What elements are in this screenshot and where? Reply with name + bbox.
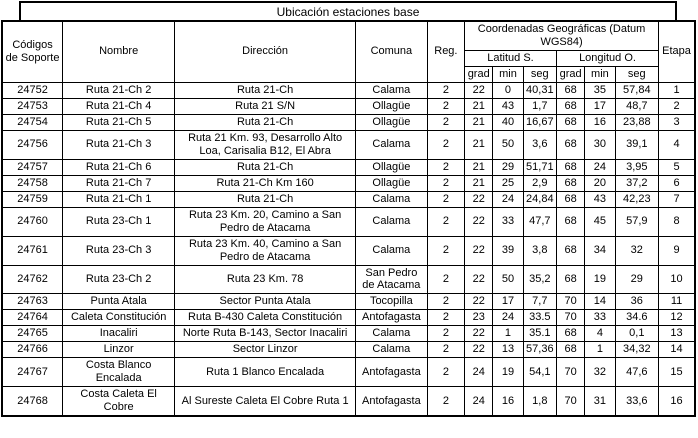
cell-lat-min: 17 <box>493 294 523 310</box>
cell-lat-min: 33 <box>493 207 523 236</box>
cell-nombre: Caleta Constitución <box>63 310 175 326</box>
cell-long-seg: 0,1 <box>615 326 659 342</box>
cell-comuna: Ollagüe <box>356 159 428 175</box>
cell-long-grad: 68 <box>556 159 584 175</box>
cell-nombre: Ruta 23-Ch 3 <box>63 236 175 265</box>
table-title: Ubicación estaciones base <box>19 1 677 20</box>
cell-lat-seg: 35,2 <box>523 265 556 294</box>
cell-etapa: 5 <box>659 159 695 175</box>
cell-long-min: 33 <box>585 310 615 326</box>
cell-codigo-soporte: 24768 <box>2 387 63 416</box>
cell-long-seg: 3,95 <box>615 159 659 175</box>
cell-codigo-soporte: 24759 <box>2 191 63 207</box>
cell-direccion: Ruta 21-Ch <box>175 191 356 207</box>
cell-long-grad: 68 <box>556 342 584 358</box>
cell-nombre: Linzor <box>63 342 175 358</box>
cell-long-seg: 34,32 <box>615 342 659 358</box>
cell-codigo-soporte: 24761 <box>2 236 63 265</box>
cell-nombre: Ruta 21-Ch 6 <box>63 159 175 175</box>
cell-lat-min: 1 <box>493 326 523 342</box>
station-row <box>2 310 695 326</box>
cell-region: 2 <box>427 294 464 310</box>
header-coordenadas-group: Coordenadas Geográficas (Datum WGS84) <box>465 21 659 50</box>
cell-nombre: Ruta 23-Ch 2 <box>63 265 175 294</box>
header-long-min: min <box>585 66 615 82</box>
cell-comuna: Calama <box>356 82 428 98</box>
cell-codigo-soporte: 24760 <box>2 207 63 236</box>
cell-comuna: Antofagasta <box>356 358 428 387</box>
cell-long-grad: 68 <box>556 114 584 130</box>
cell-codigo-soporte: 24767 <box>2 358 63 387</box>
cell-region: 2 <box>427 387 464 416</box>
cell-comuna: Tocopilla <box>356 294 428 310</box>
cell-long-grad: 68 <box>556 82 584 98</box>
cell-comuna: Calama <box>356 207 428 236</box>
cell-etapa: 12 <box>659 310 695 326</box>
cell-long-min: 20 <box>585 175 615 191</box>
header-long-seg: seg <box>615 66 659 82</box>
cell-region: 2 <box>427 98 464 114</box>
cell-long-seg: 29 <box>615 265 659 294</box>
header-comuna: Comuna <box>356 21 428 82</box>
cell-etapa: 8 <box>659 207 695 236</box>
cell-lat-seg: 1,7 <box>523 98 556 114</box>
cell-etapa: 13 <box>659 326 695 342</box>
cell-nombre: Costa Blanco Encalada <box>63 358 175 387</box>
station-row <box>2 191 695 207</box>
station-row <box>2 82 695 98</box>
cell-etapa: 14 <box>659 342 695 358</box>
cell-long-min: 1 <box>585 342 615 358</box>
header-lat-min: min <box>493 66 523 82</box>
cell-direccion: Ruta 21-Ch <box>175 159 356 175</box>
cell-region: 2 <box>427 82 464 98</box>
cell-codigo-soporte: 24764 <box>2 310 63 326</box>
cell-lat-min: 24 <box>493 310 523 326</box>
cell-long-seg: 42,23 <box>615 191 659 207</box>
header-long-grad: grad <box>556 66 584 82</box>
cell-codigo-soporte: 24757 <box>2 159 63 175</box>
station-row <box>2 265 695 294</box>
cell-region: 2 <box>427 207 464 236</box>
station-row <box>2 175 695 191</box>
table-body <box>2 82 695 416</box>
cell-comuna: Ollagüe <box>356 98 428 114</box>
cell-nombre: Costa Caleta El Cobre <box>63 387 175 416</box>
cell-region: 2 <box>427 310 464 326</box>
cell-region: 2 <box>427 114 464 130</box>
cell-nombre: Ruta 21-Ch 5 <box>63 114 175 130</box>
cell-long-seg: 34.6 <box>615 310 659 326</box>
station-row <box>2 358 695 387</box>
cell-lat-seg: 16,67 <box>523 114 556 130</box>
cell-comuna: Calama <box>356 236 428 265</box>
cell-codigo-soporte: 24766 <box>2 342 63 358</box>
cell-long-grad: 68 <box>556 130 584 159</box>
cell-lat-seg: 7,7 <box>523 294 556 310</box>
cell-etapa: 2 <box>659 98 695 114</box>
cell-direccion: Ruta 21-Ch <box>175 114 356 130</box>
cell-comuna: Calama <box>356 191 428 207</box>
cell-lat-seg: 3,8 <box>523 236 556 265</box>
cell-lat-seg: 1,8 <box>523 387 556 416</box>
header-etapa: Etapa <box>659 21 695 82</box>
cell-region: 2 <box>427 265 464 294</box>
cell-lat-grad: 24 <box>465 387 493 416</box>
cell-nombre: Ruta 21-Ch 7 <box>63 175 175 191</box>
cell-codigo-soporte: 24758 <box>2 175 63 191</box>
cell-long-min: 4 <box>585 326 615 342</box>
cell-direccion: Ruta 23 Km. 78 <box>175 265 356 294</box>
cell-etapa: 3 <box>659 114 695 130</box>
cell-lat-grad: 22 <box>465 265 493 294</box>
cell-lat-grad: 22 <box>465 191 493 207</box>
cell-lat-min: 25 <box>493 175 523 191</box>
cell-long-min: 43 <box>585 191 615 207</box>
station-row <box>2 159 695 175</box>
cell-lat-seg: 40,31 <box>523 82 556 98</box>
cell-lat-grad: 22 <box>465 326 493 342</box>
cell-comuna: Ollagüe <box>356 114 428 130</box>
cell-codigo-soporte: 24763 <box>2 294 63 310</box>
cell-comuna: Ollagüe <box>356 175 428 191</box>
header-lat-seg: seg <box>523 66 556 82</box>
cell-long-grad: 70 <box>556 358 584 387</box>
cell-comuna: Antofagasta <box>356 310 428 326</box>
station-row <box>2 114 695 130</box>
cell-long-seg: 36 <box>615 294 659 310</box>
cell-long-seg: 37,2 <box>615 175 659 191</box>
cell-direccion: Sector Punta Atala <box>175 294 356 310</box>
cell-direccion: Ruta 21-Ch <box>175 82 356 98</box>
cell-lat-min: 16 <box>493 387 523 416</box>
cell-comuna: Antofagasta <box>356 387 428 416</box>
header-region: Reg. <box>427 21 464 82</box>
cell-long-seg: 39,1 <box>615 130 659 159</box>
cell-direccion: Ruta 23 Km. 20, Camino a San Pedro de Atacama <box>175 207 356 236</box>
cell-long-grad: 68 <box>556 191 584 207</box>
cell-lat-grad: 22 <box>465 207 493 236</box>
cell-lat-min: 13 <box>493 342 523 358</box>
cell-nombre: Ruta 23-Ch 1 <box>63 207 175 236</box>
station-row <box>2 294 695 310</box>
cell-region: 2 <box>427 326 464 342</box>
cell-codigo-soporte: 24753 <box>2 98 63 114</box>
cell-long-seg: 32 <box>615 236 659 265</box>
cell-region: 2 <box>427 342 464 358</box>
cell-lat-grad: 22 <box>465 294 493 310</box>
cell-direccion: Ruta 1 Blanco Encalada <box>175 358 356 387</box>
cell-long-seg: 23,88 <box>615 114 659 130</box>
cell-long-seg: 33,6 <box>615 387 659 416</box>
cell-long-min: 45 <box>585 207 615 236</box>
station-row <box>2 326 695 342</box>
cell-etapa: 15 <box>659 358 695 387</box>
cell-long-seg: 48,7 <box>615 98 659 114</box>
cell-codigo-soporte: 24765 <box>2 326 63 342</box>
cell-lat-min: 19 <box>493 358 523 387</box>
station-row <box>2 387 695 416</box>
station-row <box>2 342 695 358</box>
cell-lat-min: 40 <box>493 114 523 130</box>
cell-nombre: Punta Atala <box>63 294 175 310</box>
cell-codigo-soporte: 24756 <box>2 130 63 159</box>
cell-long-grad: 70 <box>556 387 584 416</box>
cell-lat-grad: 22 <box>465 342 493 358</box>
cell-comuna: Calama <box>356 130 428 159</box>
cell-lat-seg: 3,6 <box>523 130 556 159</box>
cell-lat-grad: 21 <box>465 114 493 130</box>
cell-codigo-soporte: 24762 <box>2 265 63 294</box>
cell-lat-min: 0 <box>493 82 523 98</box>
cell-codigo-soporte: 24754 <box>2 114 63 130</box>
cell-lat-seg: 35.1 <box>523 326 556 342</box>
cell-comuna: Calama <box>356 342 428 358</box>
cell-long-min: 24 <box>585 159 615 175</box>
cell-lat-seg: 54,1 <box>523 358 556 387</box>
cell-region: 2 <box>427 130 464 159</box>
cell-long-seg: 57,84 <box>615 82 659 98</box>
cell-nombre: Ruta 21-Ch 4 <box>63 98 175 114</box>
cell-region: 2 <box>427 191 464 207</box>
cell-nombre: Inacaliri <box>63 326 175 342</box>
cell-etapa: 6 <box>659 175 695 191</box>
cell-lat-grad: 21 <box>465 175 493 191</box>
cell-long-seg: 57,9 <box>615 207 659 236</box>
station-row <box>2 130 695 159</box>
cell-lat-seg: 24,84 <box>523 191 556 207</box>
station-row <box>2 207 695 236</box>
header-lat-grad: grad <box>465 66 493 82</box>
cell-nombre: Ruta 21-Ch 1 <box>63 191 175 207</box>
cell-lat-grad: 21 <box>465 98 493 114</box>
cell-long-min: 19 <box>585 265 615 294</box>
cell-region: 2 <box>427 175 464 191</box>
cell-comuna: Calama <box>356 326 428 342</box>
cell-lat-seg: 57,36 <box>523 342 556 358</box>
cell-lat-min: 43 <box>493 98 523 114</box>
cell-long-min: 35 <box>585 82 615 98</box>
cell-lat-grad: 23 <box>465 310 493 326</box>
cell-lat-grad: 24 <box>465 358 493 387</box>
cell-lat-grad: 21 <box>465 159 493 175</box>
cell-comuna: San Pedro de Atacama <box>356 265 428 294</box>
cell-long-min: 30 <box>585 130 615 159</box>
station-row <box>2 98 695 114</box>
cell-long-grad: 70 <box>556 294 584 310</box>
cell-lat-seg: 51,71 <box>523 159 556 175</box>
cell-lat-seg: 2,9 <box>523 175 556 191</box>
header-direccion: Dirección <box>175 21 356 82</box>
cell-long-grad: 68 <box>556 236 584 265</box>
cell-nombre: Ruta 21-Ch 2 <box>63 82 175 98</box>
cell-lat-grad: 22 <box>465 236 493 265</box>
cell-direccion: Al Sureste Caleta El Cobre Ruta 1 <box>175 387 356 416</box>
cell-long-min: 16 <box>585 114 615 130</box>
cell-lat-min: 50 <box>493 130 523 159</box>
cell-lat-min: 50 <box>493 265 523 294</box>
cell-lat-min: 29 <box>493 159 523 175</box>
cell-direccion: Ruta 21 S/N <box>175 98 356 114</box>
cell-direccion: Ruta 21 Km. 93, Desarrollo Alto Loa, Carisalia B12, El Abra <box>175 130 356 159</box>
cell-direccion: Ruta B-430 Caleta Constitución <box>175 310 356 326</box>
cell-direccion: Ruta 21-Ch Km 160 <box>175 175 356 191</box>
cell-direccion: Norte Ruta B-143, Sector Inacaliri <box>175 326 356 342</box>
cell-region: 2 <box>427 236 464 265</box>
cell-long-min: 31 <box>585 387 615 416</box>
cell-etapa: 9 <box>659 236 695 265</box>
cell-long-min: 17 <box>585 98 615 114</box>
cell-codigo-soporte: 24752 <box>2 82 63 98</box>
cell-long-grad: 68 <box>556 175 584 191</box>
station-row <box>2 236 695 265</box>
cell-region: 2 <box>427 358 464 387</box>
header-longitud-oeste: Longitud O. <box>556 50 658 66</box>
cell-etapa: 1 <box>659 82 695 98</box>
header-nombre: Nombre <box>63 21 175 82</box>
cell-long-min: 34 <box>585 236 615 265</box>
cell-lat-grad: 21 <box>465 130 493 159</box>
cell-long-grad: 68 <box>556 207 584 236</box>
cell-long-seg: 47,6 <box>615 358 659 387</box>
cell-lat-min: 39 <box>493 236 523 265</box>
cell-long-grad: 70 <box>556 310 584 326</box>
cell-long-min: 14 <box>585 294 615 310</box>
header-latitud-sur: Latitud S. <box>465 50 557 66</box>
cell-region: 2 <box>427 159 464 175</box>
base-stations-table <box>1 20 696 417</box>
table-header <box>2 21 695 82</box>
cell-lat-grad: 22 <box>465 82 493 98</box>
cell-etapa: 7 <box>659 191 695 207</box>
cell-direccion: Sector Linzor <box>175 342 356 358</box>
cell-lat-seg: 47,7 <box>523 207 556 236</box>
cell-direccion: Ruta 23 Km. 40, Camino a San Pedro de Atacama <box>175 236 356 265</box>
cell-etapa: 16 <box>659 387 695 416</box>
cell-lat-min: 24 <box>493 191 523 207</box>
cell-long-grad: 68 <box>556 265 584 294</box>
cell-long-min: 32 <box>585 358 615 387</box>
cell-long-grad: 68 <box>556 326 584 342</box>
cell-nombre: Ruta 21-Ch 3 <box>63 130 175 159</box>
header-codigos-soporte: Códigos de Soporte <box>2 21 63 82</box>
cell-long-grad: 68 <box>556 98 584 114</box>
cell-lat-seg: 33.5 <box>523 310 556 326</box>
cell-etapa: 11 <box>659 294 695 310</box>
cell-etapa: 4 <box>659 130 695 159</box>
cell-etapa: 10 <box>659 265 695 294</box>
